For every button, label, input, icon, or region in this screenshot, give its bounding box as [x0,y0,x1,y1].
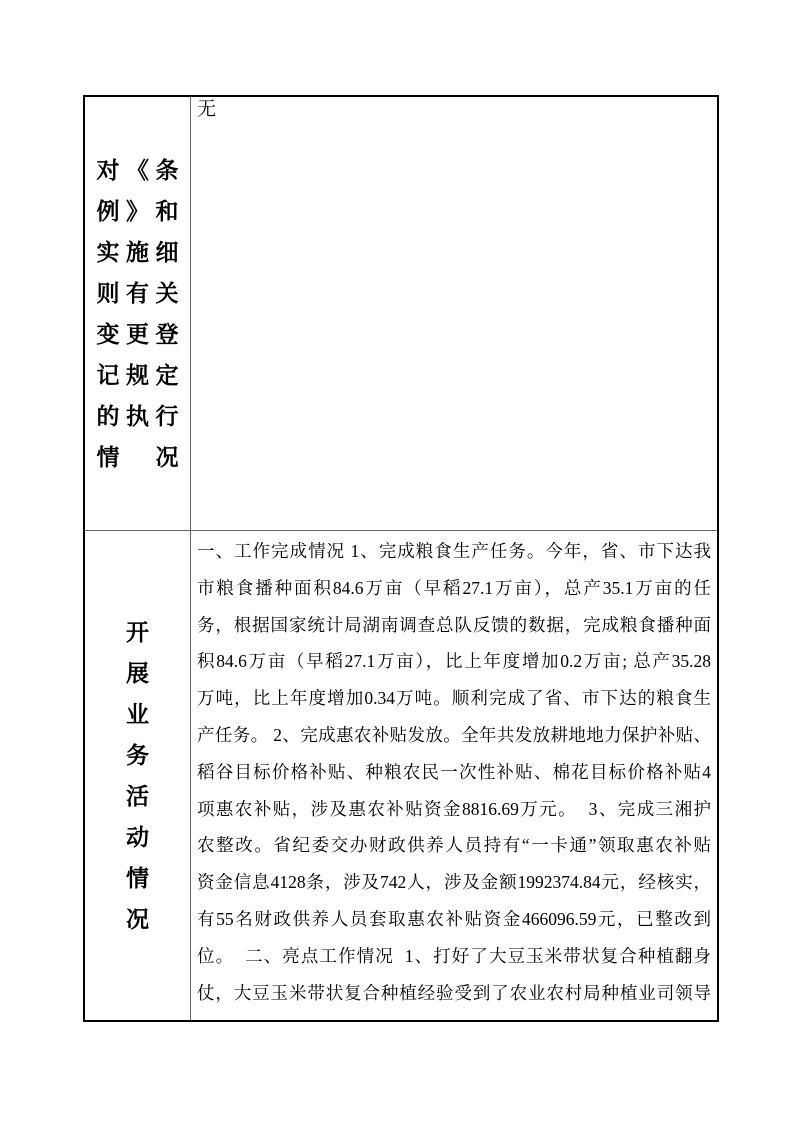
row-business-activities-content-cell [191,531,717,1020]
vertical-label-line: 例 》 和 [96,198,179,224]
paragraph-line: 农整改。省纪委交办财政供养人员持有“一卡通”领取惠农补贴 [197,835,711,856]
paragraph-line: 积84.6万亩（早稻27.1万亩），比上年度增加0.2万亩; 总产35.28 [197,651,711,672]
vertical-label-line: 对 《 条 [96,157,179,183]
vertical-label-char: 务 [126,742,149,768]
paragraph-line: 产任务。 2、完成惠农补贴发放。全年共发放耕地地力保护补贴、 [197,724,711,745]
paragraph-line: 有55名财政供养人员套取惠农补贴资金466096.59元，已整改到 [197,908,711,929]
vertical-label-line: 情 况 [96,444,179,470]
vertical-label-char: 展 [126,660,149,686]
paragraph-line: 位。 二、亮点工作情况 1、打好了大豆玉米带状复合种植翻身 [197,945,711,966]
row-business-activities-label [85,531,190,1020]
vertical-label-char: 况 [126,906,149,932]
vertical-label-char: 活 [126,783,149,809]
report-form-table [83,95,719,1022]
paragraph-line: 资金信息4128条，涉及742人，涉及金额1992374.84元，经核实， [197,872,711,893]
paragraph-line: 万吨，比上年度增加0.34万吨。顺利完成了省、市下达的粮食生 [197,688,711,709]
row-regulation-compliance-value-cell [191,97,717,531]
vertical-label-char: 开 [126,619,149,645]
paragraph-line: 仗，大豆玉米带状复合种植经验受到了农业农村局种植业司领导 [197,982,711,1003]
paragraph-line: 稻谷目标价格补贴、种粮农民一次性补贴、棉花目标价格补贴4 [197,761,711,782]
paragraph-line: 一、工作完成情况 1、完成粮食生产任务。今年，省、市下达我 [197,541,711,561]
paragraph-line: 市粮食播种面积84.6万亩（早稻27.1万亩），总产35.1万亩的任 [197,577,711,598]
paragraph-line: 项惠农补贴，涉及惠农补贴资金8816.69万元。 3、完成三湘护 [197,798,711,819]
vertical-label-line: 变 更 登 [96,321,179,347]
vertical-label-line: 的 执 行 [96,403,179,429]
vertical-label-char: 业 [126,701,149,727]
paragraph-line: 务，根据国家统计局湖南调查总队反馈的数据，完成粮食播种面 [197,614,711,635]
regulation-compliance-value: 无 [197,99,217,120]
vertical-label-line: 则 有 关 [96,280,179,306]
vertical-label-char: 情 [126,865,149,891]
vertical-label-char: 动 [126,824,149,850]
row-regulation-compliance-label [85,97,190,530]
vertical-label-line: 实 施 细 [96,239,179,265]
vertical-label-line: 记 规 定 [96,362,179,388]
